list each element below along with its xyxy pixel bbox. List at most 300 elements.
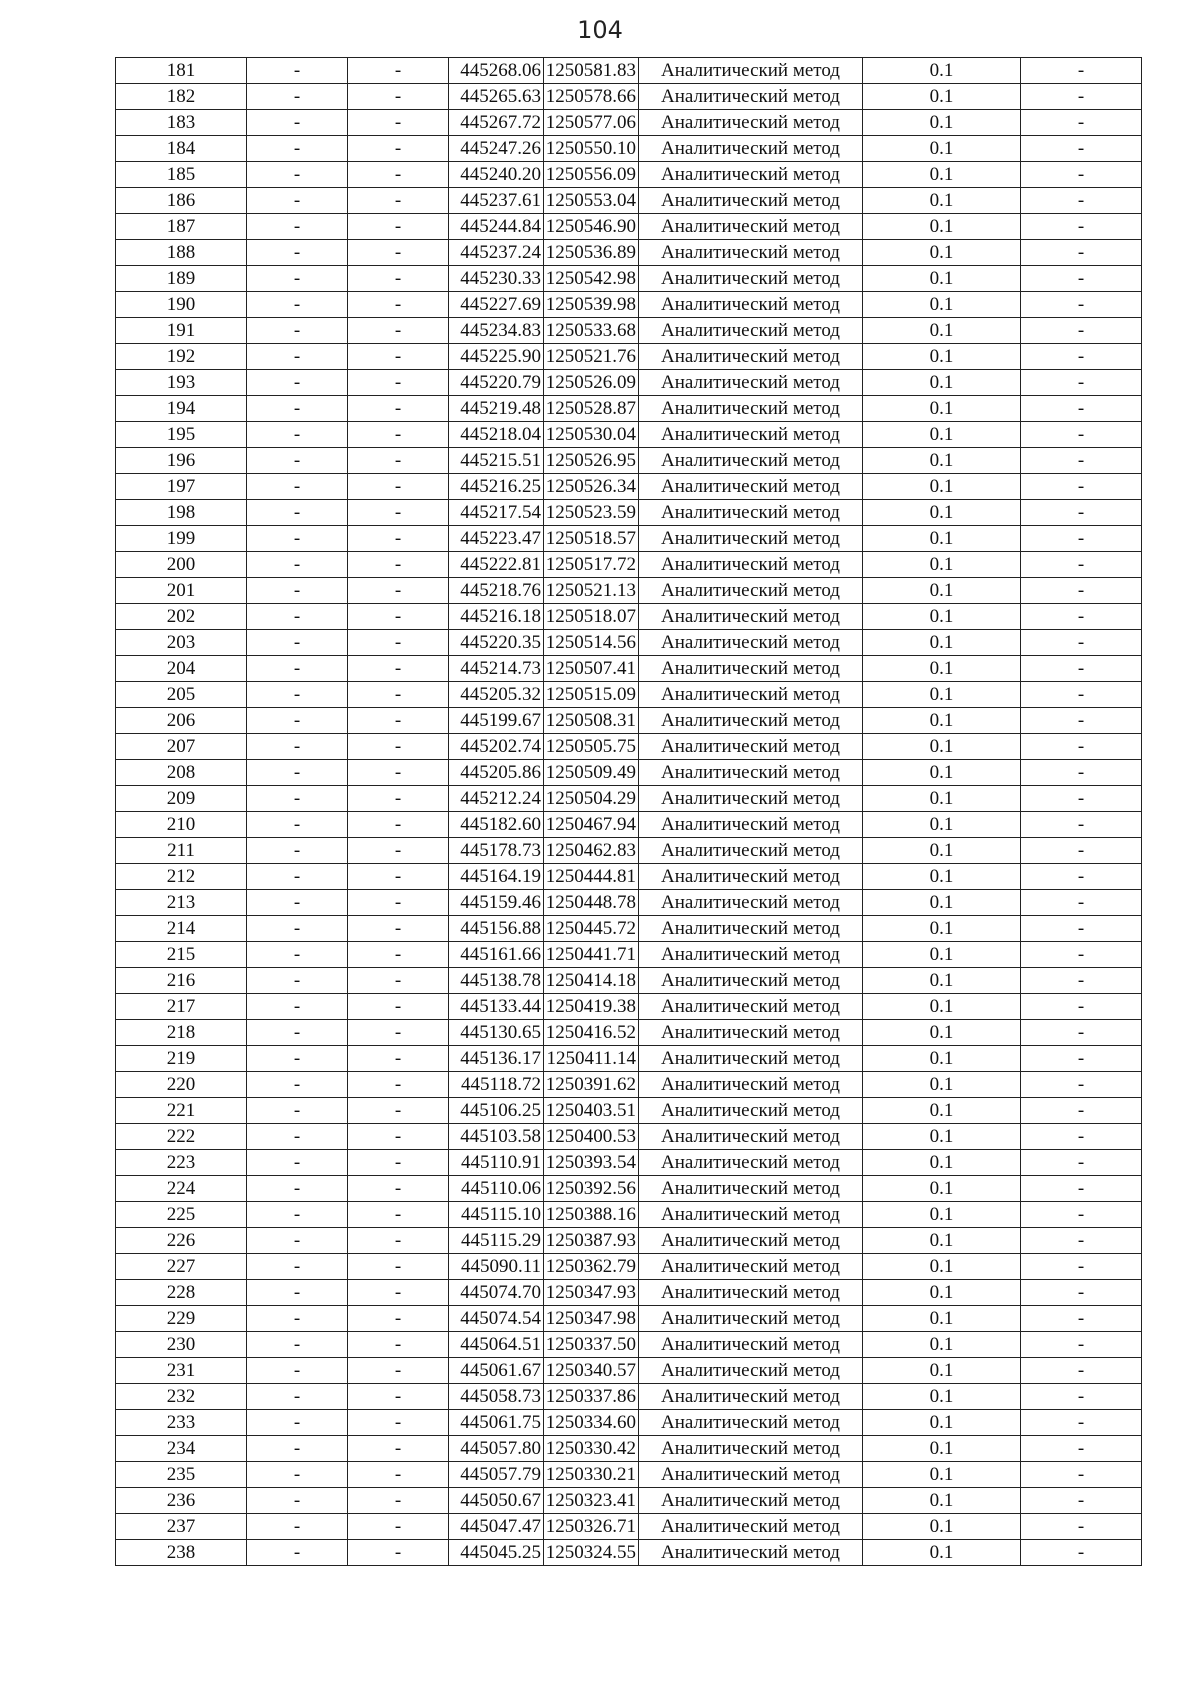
dash-cell: - — [247, 682, 348, 708]
dash-cell: - — [1021, 812, 1142, 838]
accuracy-cell: 0.1 — [863, 812, 1021, 838]
point-number-cell: 205 — [116, 682, 247, 708]
dash-cell: - — [348, 708, 449, 734]
dash-cell: - — [247, 370, 348, 396]
table-row — [116, 1358, 1142, 1384]
point-number-cell: 218 — [116, 1020, 247, 1046]
dash-cell: - — [247, 1332, 348, 1358]
dash-cell: - — [247, 1488, 348, 1514]
dash-cell: - — [247, 1410, 348, 1436]
table-row — [116, 552, 1142, 578]
y-coordinate-cell: 1250337.50 — [544, 1332, 639, 1358]
point-number-cell: 195 — [116, 422, 247, 448]
y-coordinate-cell: 1250403.51 — [544, 1098, 639, 1124]
method-cell: Аналитический метод — [639, 968, 863, 994]
point-number-cell: 203 — [116, 630, 247, 656]
dash-cell: - — [1021, 786, 1142, 812]
dash-cell: - — [1021, 188, 1142, 214]
point-number-cell: 198 — [116, 500, 247, 526]
x-coordinate-cell: 445058.73 — [449, 1384, 544, 1410]
accuracy-cell: 0.1 — [863, 58, 1021, 84]
dash-cell: - — [348, 1384, 449, 1410]
dash-cell: - — [247, 240, 348, 266]
table-row — [116, 318, 1142, 344]
y-coordinate-cell: 1250334.60 — [544, 1410, 639, 1436]
table-row — [116, 162, 1142, 188]
table-row — [116, 1436, 1142, 1462]
point-number-cell: 235 — [116, 1462, 247, 1488]
table-row — [116, 500, 1142, 526]
dash-cell: - — [247, 630, 348, 656]
point-number-cell: 215 — [116, 942, 247, 968]
dash-cell: - — [247, 1540, 348, 1566]
dash-cell: - — [1021, 890, 1142, 916]
table-row — [116, 1254, 1142, 1280]
accuracy-cell: 0.1 — [863, 604, 1021, 630]
method-cell: Аналитический метод — [639, 734, 863, 760]
table-row — [116, 734, 1142, 760]
dash-cell: - — [247, 578, 348, 604]
point-number-cell: 225 — [116, 1202, 247, 1228]
dash-cell: - — [247, 708, 348, 734]
point-number-cell: 229 — [116, 1306, 247, 1332]
accuracy-cell: 0.1 — [863, 422, 1021, 448]
accuracy-cell: 0.1 — [863, 162, 1021, 188]
x-coordinate-cell: 445247.26 — [449, 136, 544, 162]
dash-cell: - — [247, 552, 348, 578]
dash-cell: - — [1021, 136, 1142, 162]
y-coordinate-cell: 1250508.31 — [544, 708, 639, 734]
table-row — [116, 1488, 1142, 1514]
dash-cell: - — [348, 318, 449, 344]
dash-cell: - — [1021, 84, 1142, 110]
dash-cell: - — [348, 942, 449, 968]
table-row — [116, 1462, 1142, 1488]
dash-cell: - — [1021, 1384, 1142, 1410]
accuracy-cell: 0.1 — [863, 1436, 1021, 1462]
method-cell: Аналитический метод — [639, 1540, 863, 1566]
point-number-cell: 213 — [116, 890, 247, 916]
method-cell: Аналитический метод — [639, 682, 863, 708]
page-number: 104 — [577, 16, 623, 44]
method-cell: Аналитический метод — [639, 578, 863, 604]
method-cell: Аналитический метод — [639, 604, 863, 630]
dash-cell: - — [1021, 292, 1142, 318]
dash-cell: - — [1021, 1046, 1142, 1072]
accuracy-cell: 0.1 — [863, 500, 1021, 526]
dash-cell: - — [1021, 422, 1142, 448]
point-number-cell: 226 — [116, 1228, 247, 1254]
dash-cell: - — [348, 1124, 449, 1150]
point-number-cell: 202 — [116, 604, 247, 630]
dash-cell: - — [247, 58, 348, 84]
accuracy-cell: 0.1 — [863, 1488, 1021, 1514]
method-cell: Аналитический метод — [639, 1202, 863, 1228]
table-row — [116, 1228, 1142, 1254]
method-cell: Аналитический метод — [639, 500, 863, 526]
dash-cell: - — [1021, 994, 1142, 1020]
accuracy-cell: 0.1 — [863, 240, 1021, 266]
method-cell: Аналитический метод — [639, 1488, 863, 1514]
y-coordinate-cell: 1250550.10 — [544, 136, 639, 162]
dash-cell: - — [1021, 708, 1142, 734]
x-coordinate-cell: 445118.72 — [449, 1072, 544, 1098]
dash-cell: - — [1021, 968, 1142, 994]
x-coordinate-cell: 445074.70 — [449, 1280, 544, 1306]
accuracy-cell: 0.1 — [863, 786, 1021, 812]
dash-cell: - — [348, 396, 449, 422]
table-row — [116, 604, 1142, 630]
dash-cell: - — [1021, 942, 1142, 968]
x-coordinate-cell: 445136.17 — [449, 1046, 544, 1072]
y-coordinate-cell: 1250324.55 — [544, 1540, 639, 1566]
dash-cell: - — [247, 1228, 348, 1254]
dash-cell: - — [247, 838, 348, 864]
accuracy-cell: 0.1 — [863, 682, 1021, 708]
dash-cell: - — [247, 942, 348, 968]
method-cell: Аналитический метод — [639, 1410, 863, 1436]
x-coordinate-cell: 445178.73 — [449, 838, 544, 864]
dash-cell: - — [1021, 656, 1142, 682]
y-coordinate-cell: 1250411.14 — [544, 1046, 639, 1072]
dash-cell: - — [1021, 1280, 1142, 1306]
accuracy-cell: 0.1 — [863, 734, 1021, 760]
accuracy-cell: 0.1 — [863, 708, 1021, 734]
dash-cell: - — [247, 786, 348, 812]
dash-cell: - — [348, 1358, 449, 1384]
method-cell: Аналитический метод — [639, 1332, 863, 1358]
accuracy-cell: 0.1 — [863, 1332, 1021, 1358]
table-row — [116, 1124, 1142, 1150]
table-row — [116, 474, 1142, 500]
accuracy-cell: 0.1 — [863, 1072, 1021, 1098]
dash-cell: - — [348, 1410, 449, 1436]
point-number-cell: 186 — [116, 188, 247, 214]
x-coordinate-cell: 445244.84 — [449, 214, 544, 240]
method-cell: Аналитический метод — [639, 1072, 863, 1098]
x-coordinate-cell: 445130.65 — [449, 1020, 544, 1046]
method-cell: Аналитический метод — [639, 448, 863, 474]
dash-cell: - — [247, 604, 348, 630]
x-coordinate-cell: 445216.25 — [449, 474, 544, 500]
table-row — [116, 1098, 1142, 1124]
y-coordinate-cell: 1250530.04 — [544, 422, 639, 448]
x-coordinate-cell: 445138.78 — [449, 968, 544, 994]
y-coordinate-cell: 1250445.72 — [544, 916, 639, 942]
method-cell: Аналитический метод — [639, 1124, 863, 1150]
dash-cell: - — [247, 994, 348, 1020]
y-coordinate-cell: 1250553.04 — [544, 188, 639, 214]
method-cell: Аналитический метод — [639, 188, 863, 214]
dash-cell: - — [247, 734, 348, 760]
method-cell: Аналитический метод — [639, 1228, 863, 1254]
dash-cell: - — [247, 84, 348, 110]
table-row — [116, 916, 1142, 942]
dash-cell: - — [1021, 448, 1142, 474]
method-cell: Аналитический метод — [639, 916, 863, 942]
x-coordinate-cell: 445110.91 — [449, 1150, 544, 1176]
table-row — [116, 682, 1142, 708]
table-row — [116, 526, 1142, 552]
table-row — [116, 864, 1142, 890]
dash-cell: - — [247, 1046, 348, 1072]
dash-cell: - — [348, 1254, 449, 1280]
y-coordinate-cell: 1250448.78 — [544, 890, 639, 916]
dash-cell: - — [348, 552, 449, 578]
table-row — [116, 1306, 1142, 1332]
y-coordinate-cell: 1250539.98 — [544, 292, 639, 318]
table-body — [116, 58, 1142, 1566]
dash-cell: - — [348, 1046, 449, 1072]
dash-cell: - — [247, 864, 348, 890]
method-cell: Аналитический метод — [639, 1514, 863, 1540]
method-cell: Аналитический метод — [639, 110, 863, 136]
dash-cell: - — [247, 188, 348, 214]
accuracy-cell: 0.1 — [863, 1384, 1021, 1410]
dash-cell: - — [247, 396, 348, 422]
y-coordinate-cell: 1250514.56 — [544, 630, 639, 656]
accuracy-cell: 0.1 — [863, 994, 1021, 1020]
y-coordinate-cell: 1250391.62 — [544, 1072, 639, 1098]
dash-cell: - — [1021, 1020, 1142, 1046]
dash-cell: - — [1021, 344, 1142, 370]
point-number-cell: 223 — [116, 1150, 247, 1176]
point-number-cell: 188 — [116, 240, 247, 266]
y-coordinate-cell: 1250444.81 — [544, 864, 639, 890]
accuracy-cell: 0.1 — [863, 214, 1021, 240]
dash-cell: - — [348, 1462, 449, 1488]
method-cell: Аналитический метод — [639, 812, 863, 838]
y-coordinate-cell: 1250347.93 — [544, 1280, 639, 1306]
dash-cell: - — [348, 994, 449, 1020]
point-number-cell: 210 — [116, 812, 247, 838]
x-coordinate-cell: 445182.60 — [449, 812, 544, 838]
dash-cell: - — [348, 1176, 449, 1202]
dash-cell: - — [348, 864, 449, 890]
method-cell: Аналитический метод — [639, 1436, 863, 1462]
accuracy-cell: 0.1 — [863, 942, 1021, 968]
dash-cell: - — [1021, 1124, 1142, 1150]
dash-cell: - — [247, 1202, 348, 1228]
x-coordinate-cell: 445237.24 — [449, 240, 544, 266]
y-coordinate-cell: 1250536.89 — [544, 240, 639, 266]
accuracy-cell: 0.1 — [863, 838, 1021, 864]
x-coordinate-cell: 445216.18 — [449, 604, 544, 630]
dash-cell: - — [1021, 1358, 1142, 1384]
dash-cell: - — [247, 318, 348, 344]
x-coordinate-cell: 445218.76 — [449, 578, 544, 604]
dash-cell: - — [348, 656, 449, 682]
y-coordinate-cell: 1250526.95 — [544, 448, 639, 474]
dash-cell: - — [247, 1384, 348, 1410]
dash-cell: - — [1021, 1332, 1142, 1358]
y-coordinate-cell: 1250518.07 — [544, 604, 639, 630]
method-cell: Аналитический метод — [639, 422, 863, 448]
y-coordinate-cell: 1250521.13 — [544, 578, 639, 604]
dash-cell: - — [247, 266, 348, 292]
accuracy-cell: 0.1 — [863, 84, 1021, 110]
dash-cell: - — [348, 240, 449, 266]
x-coordinate-cell: 445230.33 — [449, 266, 544, 292]
dash-cell: - — [1021, 162, 1142, 188]
dash-cell: - — [348, 812, 449, 838]
accuracy-cell: 0.1 — [863, 1202, 1021, 1228]
point-number-cell: 227 — [116, 1254, 247, 1280]
point-number-cell: 216 — [116, 968, 247, 994]
table-row — [116, 396, 1142, 422]
dash-cell: - — [247, 1072, 348, 1098]
x-coordinate-cell: 445215.51 — [449, 448, 544, 474]
accuracy-cell: 0.1 — [863, 1462, 1021, 1488]
dash-cell: - — [247, 474, 348, 500]
dash-cell: - — [1021, 1098, 1142, 1124]
accuracy-cell: 0.1 — [863, 1020, 1021, 1046]
point-number-cell: 230 — [116, 1332, 247, 1358]
x-coordinate-cell: 445220.35 — [449, 630, 544, 656]
method-cell: Аналитический метод — [639, 890, 863, 916]
point-number-cell: 231 — [116, 1358, 247, 1384]
dash-cell: - — [348, 188, 449, 214]
dash-cell: - — [1021, 1462, 1142, 1488]
dash-cell: - — [247, 1176, 348, 1202]
dash-cell: - — [1021, 526, 1142, 552]
accuracy-cell: 0.1 — [863, 1098, 1021, 1124]
dash-cell: - — [247, 1254, 348, 1280]
dash-cell: - — [348, 630, 449, 656]
point-number-cell: 221 — [116, 1098, 247, 1124]
point-number-cell: 193 — [116, 370, 247, 396]
dash-cell: - — [1021, 1150, 1142, 1176]
dash-cell: - — [348, 58, 449, 84]
dash-cell: - — [1021, 630, 1142, 656]
method-cell: Аналитический метод — [639, 266, 863, 292]
y-coordinate-cell: 1250521.76 — [544, 344, 639, 370]
dash-cell: - — [348, 786, 449, 812]
accuracy-cell: 0.1 — [863, 266, 1021, 292]
accuracy-cell: 0.1 — [863, 318, 1021, 344]
table-row — [116, 1514, 1142, 1540]
dash-cell: - — [1021, 864, 1142, 890]
table-row — [116, 188, 1142, 214]
dash-cell: - — [348, 1020, 449, 1046]
method-cell: Аналитический метод — [639, 786, 863, 812]
accuracy-cell: 0.1 — [863, 968, 1021, 994]
y-coordinate-cell: 1250523.59 — [544, 500, 639, 526]
method-cell: Аналитический метод — [639, 1176, 863, 1202]
x-coordinate-cell: 445047.47 — [449, 1514, 544, 1540]
dash-cell: - — [1021, 1514, 1142, 1540]
accuracy-cell: 0.1 — [863, 370, 1021, 396]
table-row — [116, 136, 1142, 162]
method-cell: Аналитический метод — [639, 552, 863, 578]
accuracy-cell: 0.1 — [863, 552, 1021, 578]
dash-cell: - — [1021, 578, 1142, 604]
y-coordinate-cell: 1250441.71 — [544, 942, 639, 968]
accuracy-cell: 0.1 — [863, 344, 1021, 370]
dash-cell: - — [1021, 1488, 1142, 1514]
dash-cell: - — [348, 526, 449, 552]
accuracy-cell: 0.1 — [863, 864, 1021, 890]
y-coordinate-cell: 1250416.52 — [544, 1020, 639, 1046]
x-coordinate-cell: 445268.06 — [449, 58, 544, 84]
dash-cell: - — [348, 292, 449, 318]
dash-cell: - — [247, 1514, 348, 1540]
x-coordinate-cell: 445115.10 — [449, 1202, 544, 1228]
y-coordinate-cell: 1250526.34 — [544, 474, 639, 500]
y-coordinate-cell: 1250533.68 — [544, 318, 639, 344]
dash-cell: - — [1021, 240, 1142, 266]
method-cell: Аналитический метод — [639, 1358, 863, 1384]
dash-cell: - — [247, 344, 348, 370]
dash-cell: - — [348, 448, 449, 474]
point-number-cell: 207 — [116, 734, 247, 760]
point-number-cell: 181 — [116, 58, 247, 84]
x-coordinate-cell: 445061.67 — [449, 1358, 544, 1384]
point-number-cell: 189 — [116, 266, 247, 292]
method-cell: Аналитический метод — [639, 864, 863, 890]
y-coordinate-cell: 1250330.21 — [544, 1462, 639, 1488]
dash-cell: - — [1021, 500, 1142, 526]
point-number-cell: 233 — [116, 1410, 247, 1436]
table-row — [116, 214, 1142, 240]
dash-cell: - — [1021, 1540, 1142, 1566]
y-coordinate-cell: 1250542.98 — [544, 266, 639, 292]
y-coordinate-cell: 1250362.79 — [544, 1254, 639, 1280]
method-cell: Аналитический метод — [639, 84, 863, 110]
dash-cell: - — [247, 1150, 348, 1176]
point-number-cell: 185 — [116, 162, 247, 188]
y-coordinate-cell: 1250546.90 — [544, 214, 639, 240]
method-cell: Аналитический метод — [639, 656, 863, 682]
dash-cell: - — [348, 500, 449, 526]
table-row — [116, 968, 1142, 994]
point-number-cell: 211 — [116, 838, 247, 864]
dash-cell: - — [348, 474, 449, 500]
method-cell: Аналитический метод — [639, 240, 863, 266]
point-number-cell: 237 — [116, 1514, 247, 1540]
point-number-cell: 206 — [116, 708, 247, 734]
x-coordinate-cell: 445057.79 — [449, 1462, 544, 1488]
method-cell: Аналитический метод — [639, 630, 863, 656]
dash-cell: - — [247, 916, 348, 942]
table-row — [116, 110, 1142, 136]
x-coordinate-cell: 445225.90 — [449, 344, 544, 370]
coordinates-table — [115, 57, 1142, 1566]
accuracy-cell: 0.1 — [863, 1150, 1021, 1176]
point-number-cell: 201 — [116, 578, 247, 604]
x-coordinate-cell: 445205.86 — [449, 760, 544, 786]
x-coordinate-cell: 445240.20 — [449, 162, 544, 188]
y-coordinate-cell: 1250515.09 — [544, 682, 639, 708]
dash-cell: - — [348, 370, 449, 396]
dash-cell: - — [1021, 1228, 1142, 1254]
dash-cell: - — [348, 1540, 449, 1566]
accuracy-cell: 0.1 — [863, 448, 1021, 474]
dash-cell: - — [1021, 396, 1142, 422]
table-row — [116, 1176, 1142, 1202]
y-coordinate-cell: 1250388.16 — [544, 1202, 639, 1228]
table-row — [116, 760, 1142, 786]
method-cell: Аналитический метод — [639, 760, 863, 786]
accuracy-cell: 0.1 — [863, 1514, 1021, 1540]
method-cell: Аналитический метод — [639, 396, 863, 422]
dash-cell: - — [1021, 474, 1142, 500]
dash-cell: - — [348, 344, 449, 370]
table-row — [116, 266, 1142, 292]
dash-cell: - — [1021, 552, 1142, 578]
point-number-cell: 217 — [116, 994, 247, 1020]
accuracy-cell: 0.1 — [863, 396, 1021, 422]
